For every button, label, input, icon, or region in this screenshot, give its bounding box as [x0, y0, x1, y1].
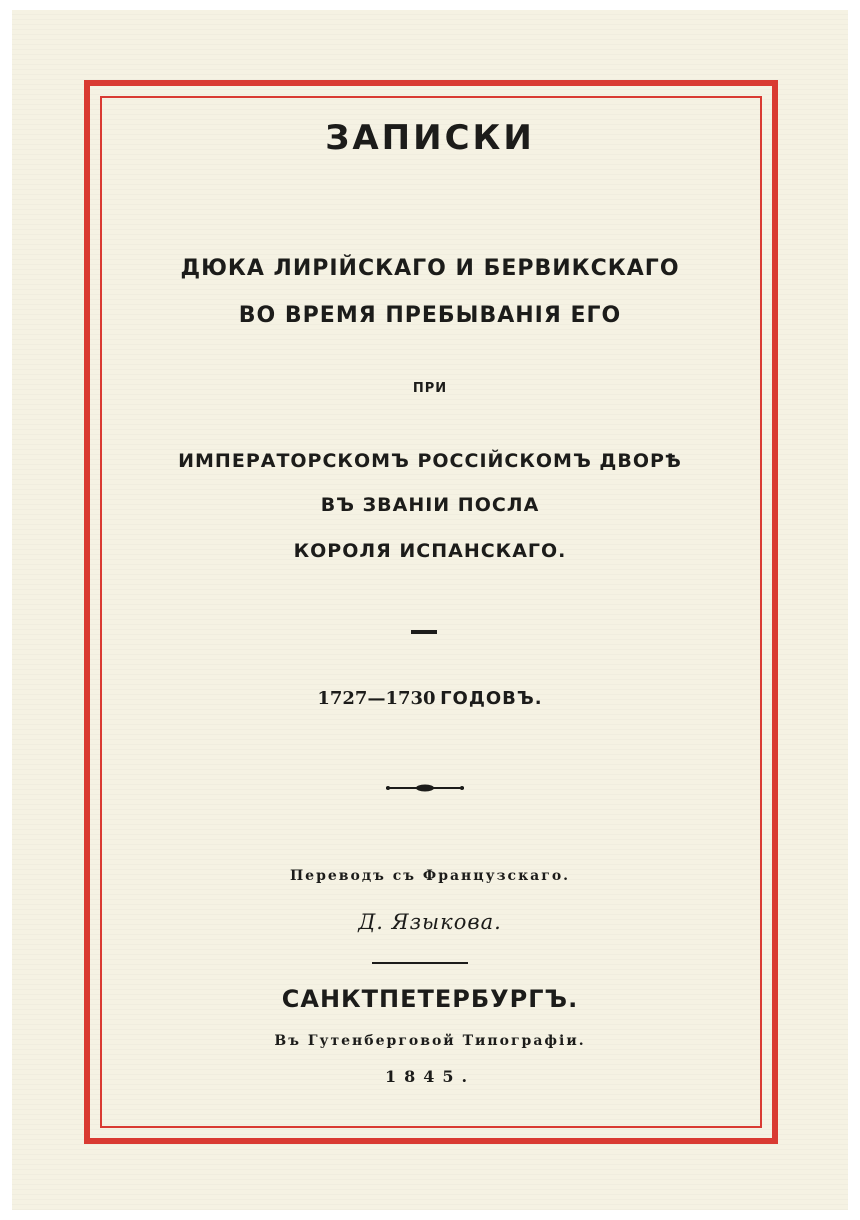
subtitle-line-3: ПРИ	[412, 381, 448, 396]
subtitle-line-4: ИМПЕРАТОРСКОМЪ РОССІЙСКОМЪ ДВОРѢ	[178, 450, 682, 472]
years-numbers: 1727—1730	[317, 688, 436, 709]
short-dash-divider	[411, 630, 437, 634]
translation-note: Переводъ съ Французскаго.	[289, 868, 571, 884]
years-line	[110, 688, 750, 709]
ornament-divider-icon	[386, 780, 464, 796]
inner-red-frame	[100, 96, 762, 1128]
years-word: ГОДОВЪ.	[440, 688, 543, 709]
publication-year: 1845.	[384, 1067, 476, 1086]
subtitle-line-1: ДЮКА ЛИРІЙСКАГО И БЕРВИКСКАГО	[180, 256, 680, 281]
subtitle-line-2: ВО ВРЕМЯ ПРЕБЫВАНІЯ ЕГО	[238, 303, 622, 328]
rule-divider	[372, 962, 468, 964]
city-name: САНКТПЕТЕРБУРГЪ.	[281, 985, 579, 1013]
translator-name: Д. Языкова.	[358, 910, 502, 934]
printer-name: Въ Гутенберговой Типографіи.	[274, 1033, 586, 1049]
book-title: ЗАПИСКИ	[325, 118, 535, 158]
subtitle-line-6: КОРОЛЯ ИСПАНСКАГО.	[293, 540, 567, 562]
subtitle-line-5: ВЪ ЗВАНІИ ПОСЛА	[320, 494, 540, 516]
